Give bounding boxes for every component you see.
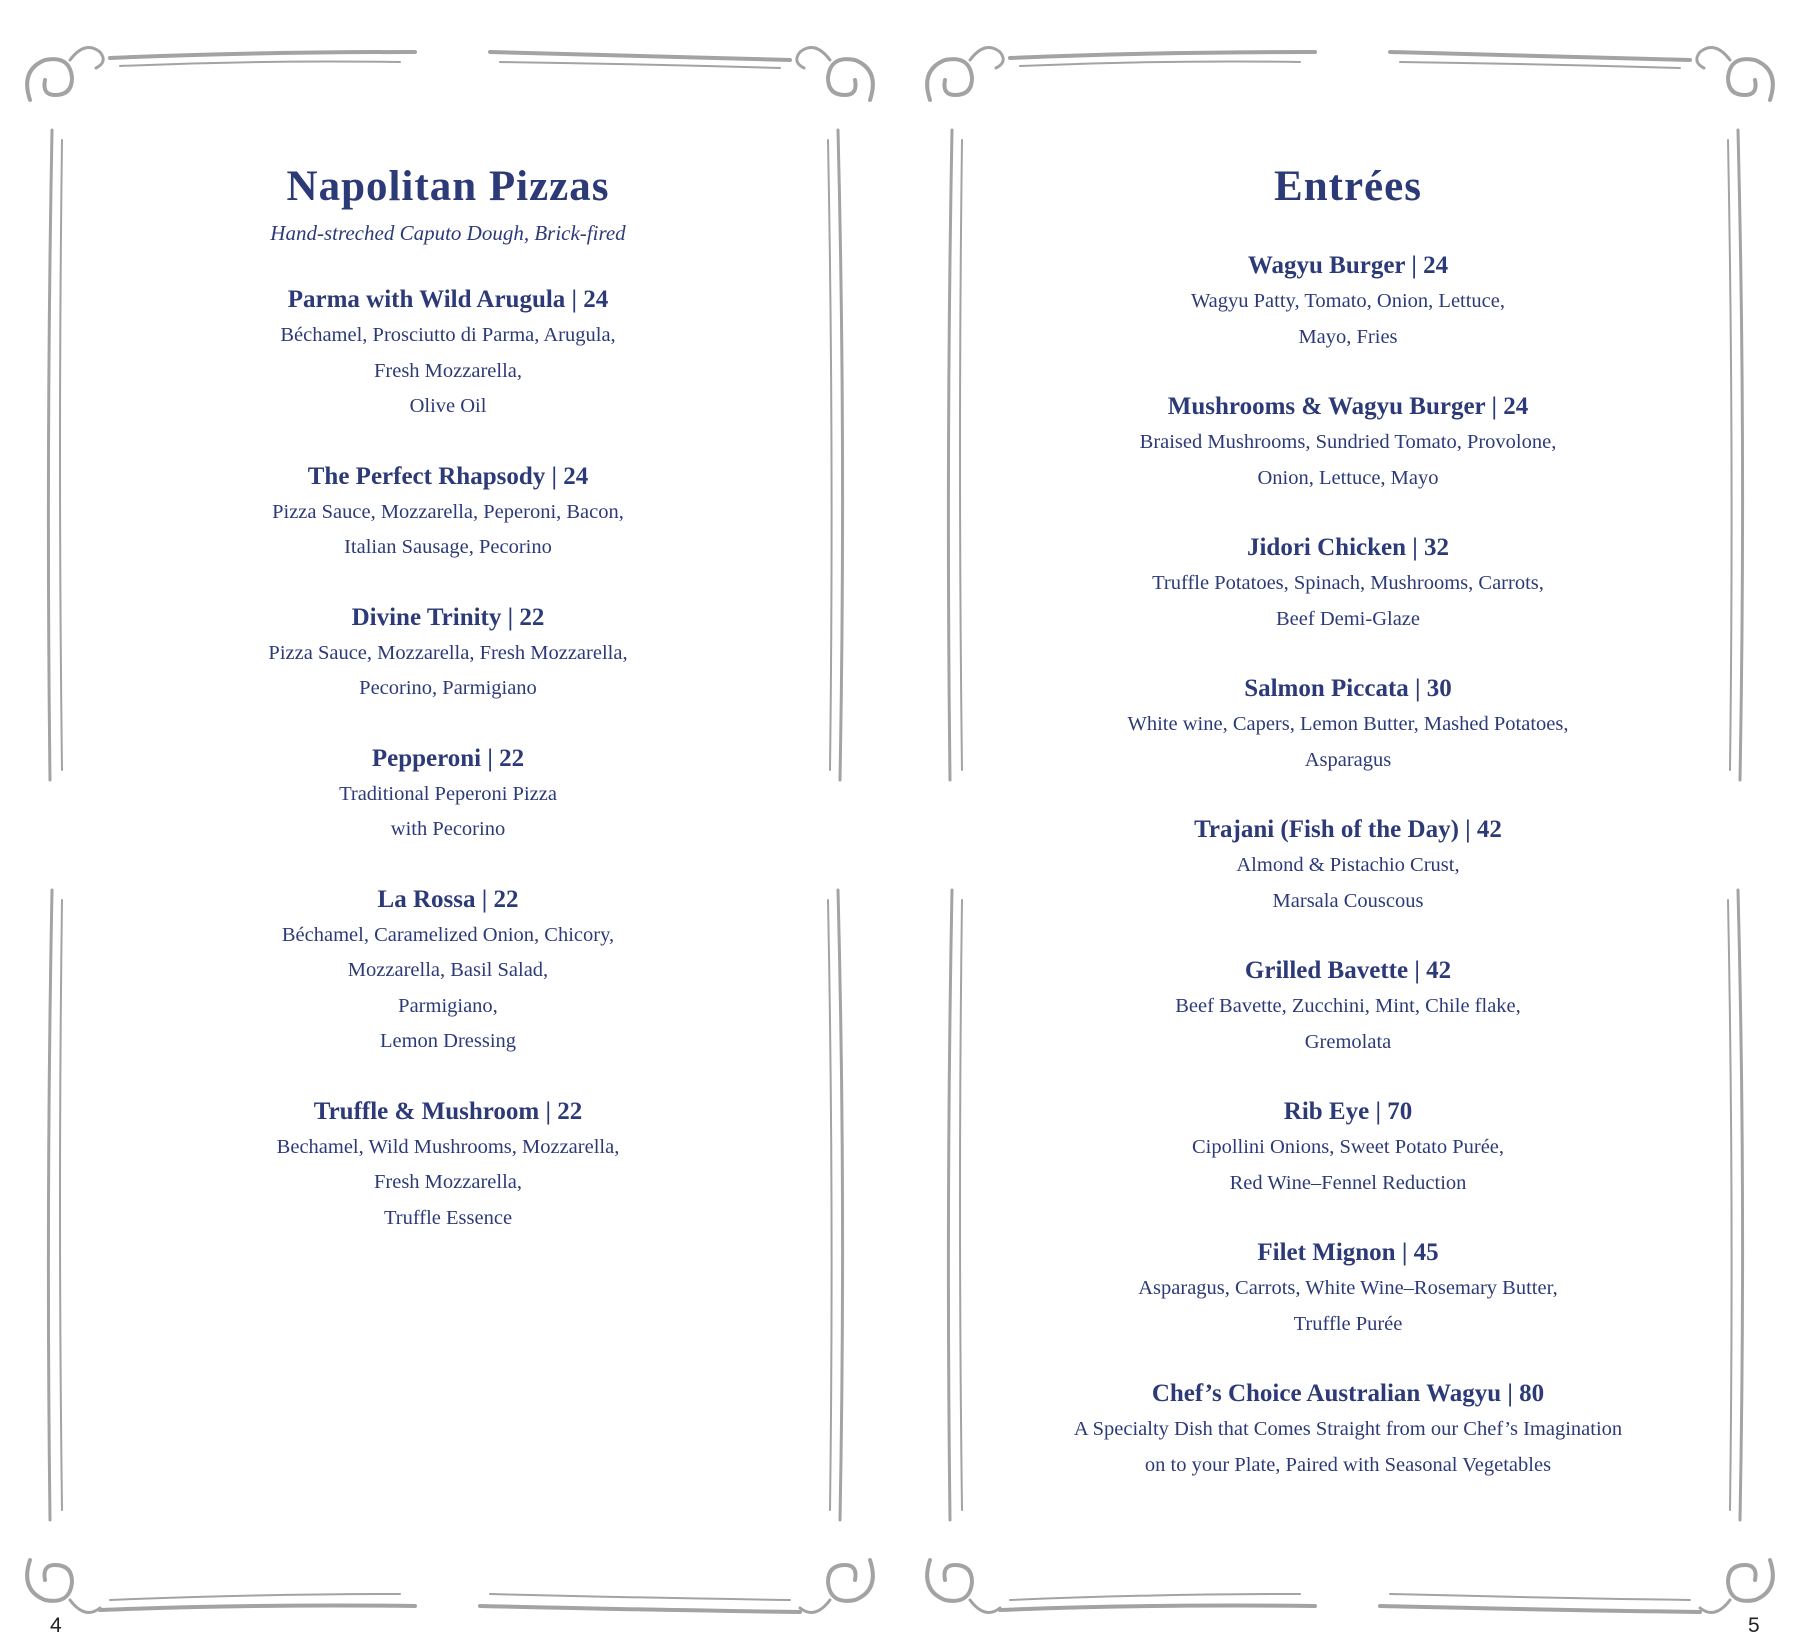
menu-page-right <box>900 0 1800 1650</box>
menu-item <box>0 459 898 566</box>
menu-section-pizzas <box>0 150 898 1236</box>
menu-item <box>898 953 1798 1060</box>
menu-item-description: Asparagus, Carrots, White Wine–Rosemary Butter, Truffle Purée <box>1138 1277 1558 1335</box>
menu-item <box>0 282 898 425</box>
menu-item <box>898 248 1798 355</box>
menu-item-name: Jidori Chicken | 32 <box>1246 534 1450 561</box>
menu-item-name: Grilled Bavette | 42 <box>1244 957 1452 984</box>
menu-item-description: Wagyu Patty, Tomato, Onion, Lettuce, Mayo, Fries <box>1190 290 1506 348</box>
menu-item-description: Almond & Pistachio Crust, Marsala Couscous <box>1236 854 1460 912</box>
menu-item <box>0 741 898 848</box>
menu-item <box>898 389 1798 496</box>
menu-item <box>898 530 1798 637</box>
menu-item-description: Béchamel, Prosciutto di Parma, Arugula, Fresh Mozzarella, Olive Oil <box>280 324 616 417</box>
section-title: Entrées <box>1274 163 1422 210</box>
menu-item-name: Chef’s Choice Australian Wagyu | 80 <box>1151 1380 1545 1407</box>
menu-item-name: Salmon Piccata | 30 <box>1244 675 1452 702</box>
menu-item-description: Pizza Sauce, Mozzarella, Peperoni, Bacon, Italian Sausage, Pecorino <box>272 500 624 558</box>
menu-item <box>0 600 898 707</box>
menu-item-name: Parma with Wild Arugula | 24 <box>287 286 609 313</box>
menu-item <box>0 1094 898 1237</box>
menu-item-description: Braised Mushrooms, Sundried Tomato, Provolone, Onion, Lettuce, Mayo <box>1139 431 1557 489</box>
menu-item-name: Divine Trinity | 22 <box>351 603 545 631</box>
menu-item-description: Béchamel, Caramelized Onion, Chicory, Mozzarella, Basil Salad, Parmigiano, Lemon Dressing <box>281 923 615 1052</box>
menu-item <box>898 1235 1798 1342</box>
menu-item-name: Pepperoni | 22 <box>371 744 525 772</box>
menu-item <box>0 882 898 1060</box>
menu-item-name: Filet Mignon | 45 <box>1257 1239 1439 1266</box>
menu-item-description: A Specialty Dish that Comes Straight from our Chef’s Imagination on to your Plate, Paired with Seasonal Vegetables <box>1073 1418 1623 1476</box>
menu-item <box>898 1376 1798 1483</box>
menu-item <box>898 1094 1798 1201</box>
page-number: 5 <box>1748 1614 1760 1637</box>
menu-item-name: Truffle & Mushroom | 22 <box>313 1097 583 1125</box>
menu-item-name: Wagyu Burger | 24 <box>1247 252 1449 279</box>
menu-item-description: Cipollini Onions, Sweet Potato Purée, Red Wine–Fennel Reduction <box>1191 1136 1505 1194</box>
menu-item-description: Truffle Potatoes, Spinach, Mushrooms, Carrots, Beef Demi-Glaze <box>1152 572 1544 630</box>
section-title: Napolitan Pizzas <box>286 163 610 210</box>
menu-item <box>898 812 1798 919</box>
menu-item-description: Pizza Sauce, Mozzarella, Fresh Mozzarella, Pecorino, Parmigiano <box>268 641 628 699</box>
menu-item <box>898 671 1798 778</box>
menu-item-name: La Rossa | 22 <box>377 885 519 913</box>
menu-item-description: Traditional Peperoni Pizza with Pecorino <box>339 782 557 840</box>
menu-item-name: Trajani (Fish of the Day) | 42 <box>1194 816 1502 843</box>
menu-item-name: Rib Eye | 70 <box>1283 1098 1413 1125</box>
menu-section-entrees <box>898 150 1798 1483</box>
section-subtitle: Hand-streched Caputo Dough, Brick-fired <box>270 221 626 245</box>
menu-item-description: Bechamel, Wild Mushrooms, Mozzarella, Fresh Mozzarella, Truffle Essence <box>276 1135 620 1229</box>
menu-item-name: Mushrooms & Wagyu Burger | 24 <box>1167 393 1529 420</box>
menu-item-description: Beef Bavette, Zucchini, Mint, Chile flake, Gremolata <box>1175 995 1521 1053</box>
menu-item-name: The Perfect Rhapsody | 24 <box>307 462 589 490</box>
menu-item-description: White wine, Capers, Lemon Butter, Mashed Potatoes, Asparagus <box>1127 713 1569 771</box>
page-number: 4 <box>50 1614 62 1637</box>
